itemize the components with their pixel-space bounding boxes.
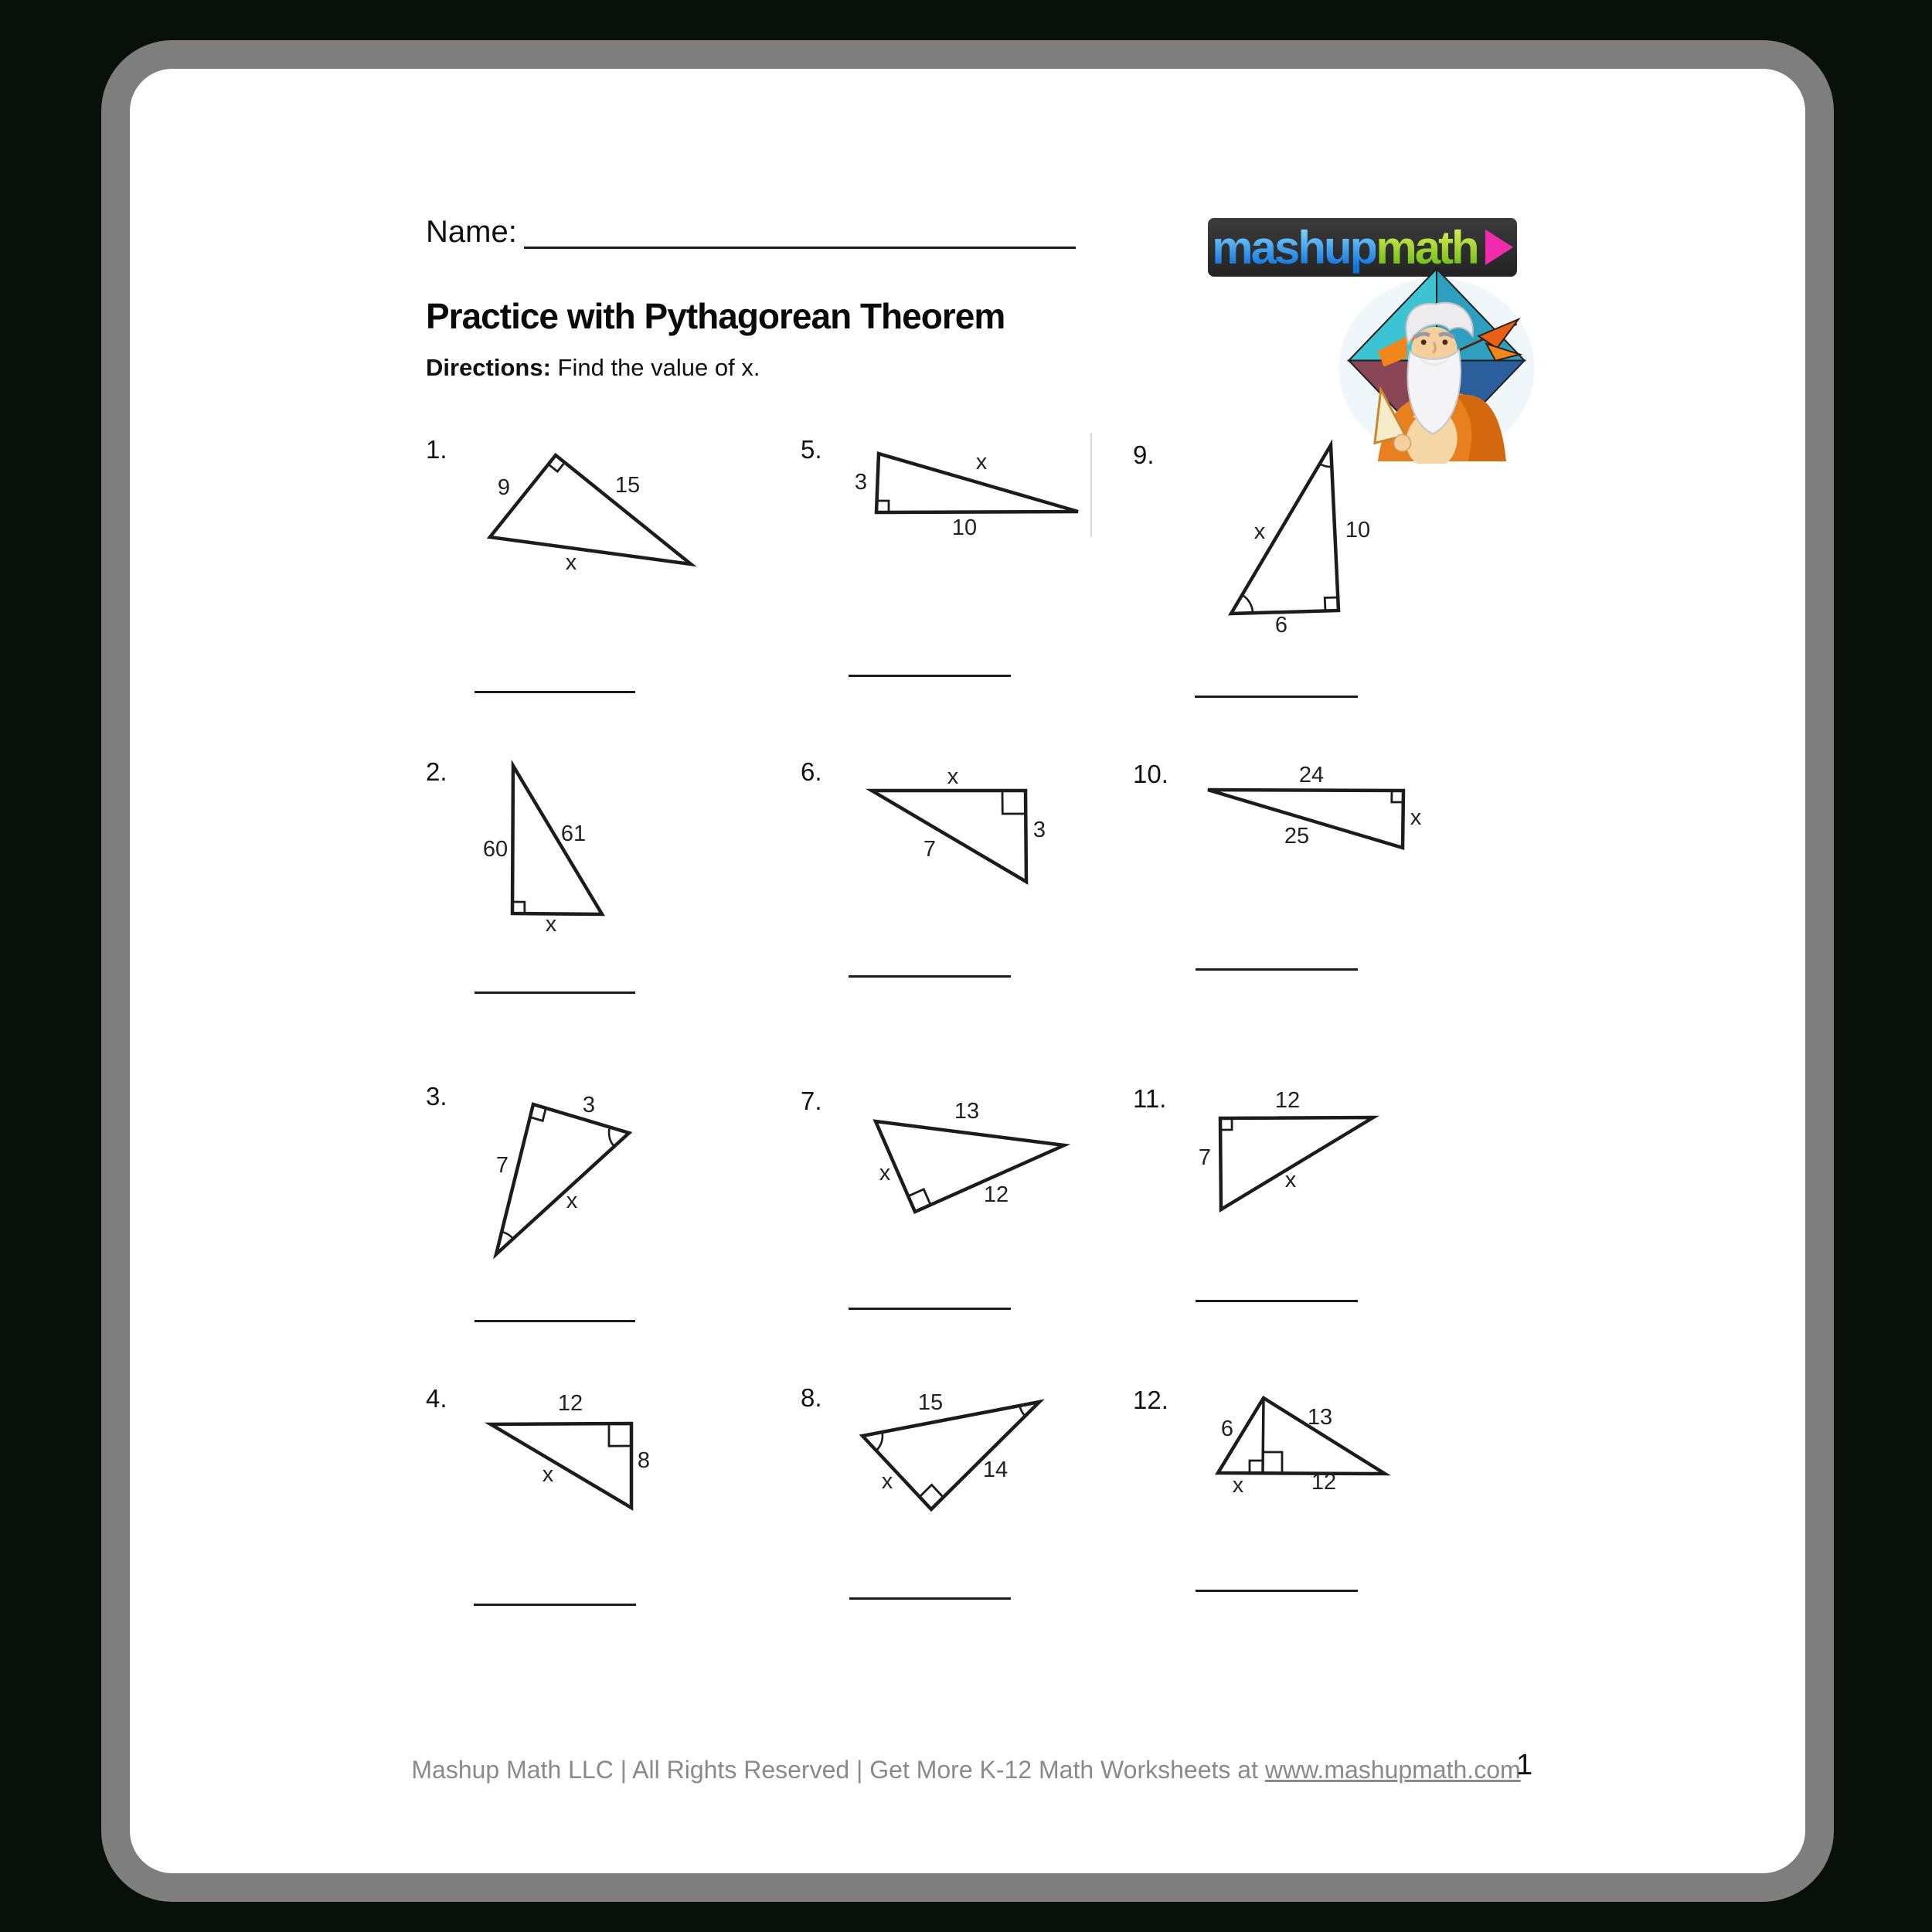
right-angle-marker	[920, 1485, 944, 1497]
footer-text	[325, 1756, 1607, 1784]
side-label: 60	[482, 837, 509, 862]
footer-link[interactable]: www.mashupmath.com	[1264, 1756, 1521, 1784]
problem-3-number: 3.	[426, 1082, 447, 1111]
side-label: 13	[954, 1099, 980, 1124]
problem-2-figure	[460, 753, 638, 935]
right-angle-marker	[1002, 791, 1026, 814]
name-label: Name:	[426, 215, 517, 249]
page-number: 1	[1516, 1749, 1533, 1781]
logo-wordmark-math: math	[1376, 221, 1478, 274]
side-label: x	[1232, 1473, 1244, 1498]
answer-line-3	[474, 1320, 635, 1322]
problem-6-figure	[835, 753, 1105, 900]
problem-9-number: 9.	[1133, 440, 1155, 469]
side-label: 12	[983, 1182, 1009, 1207]
problem-2-number: 2.	[426, 757, 447, 786]
problem-11-number: 11.	[1133, 1084, 1167, 1113]
right-angle-marker	[1263, 1452, 1282, 1474]
side-label: 9	[497, 475, 511, 500]
logo-wordmark-mashup: mashup	[1212, 221, 1376, 274]
answer-line-9	[1195, 696, 1358, 698]
problem-5-number: 5.	[801, 435, 822, 464]
angle-arc	[609, 1128, 614, 1147]
triangle-outline	[491, 1423, 631, 1508]
triangle-outline	[1220, 1117, 1373, 1209]
angle-arc	[876, 1432, 883, 1451]
answer-line-7	[849, 1308, 1011, 1310]
triangle-outline	[876, 1121, 1064, 1212]
triangle-outline	[490, 455, 691, 564]
side-label: 6	[1220, 1417, 1234, 1441]
answer-line-1	[474, 691, 635, 693]
side-label: x	[975, 450, 988, 474]
side-label: 15	[614, 473, 641, 498]
problem-5-figure	[835, 429, 1105, 545]
triangle-outline	[1218, 1398, 1385, 1474]
side-label: 7	[495, 1153, 509, 1178]
side-label: 12	[1274, 1088, 1301, 1113]
side-label: 12	[1311, 1470, 1337, 1495]
problem-4-number: 4.	[426, 1384, 447, 1413]
problem-1-figure	[448, 429, 719, 591]
side-label: 3	[854, 470, 868, 495]
problem-12-number: 12.	[1133, 1386, 1168, 1414]
side-label: x	[879, 1161, 891, 1185]
side-label: x	[1253, 519, 1266, 544]
problem-11-figure	[1182, 1070, 1437, 1240]
side-label: 3	[582, 1093, 596, 1117]
side-label: 24	[1298, 763, 1325, 787]
answer-line-5	[849, 675, 1011, 677]
side-label: 15	[917, 1390, 944, 1415]
page-title: Practice with Pythagorean Theorem	[426, 296, 1005, 336]
triangle-outline	[512, 766, 602, 914]
side-label: 13	[1307, 1405, 1333, 1430]
problem-3-figure	[460, 1070, 668, 1279]
problem-6-number: 6.	[801, 757, 822, 786]
problem-7-figure	[835, 1070, 1105, 1240]
play-triangle-icon	[1485, 230, 1513, 265]
side-label: x	[542, 1462, 554, 1487]
answer-line-10	[1196, 968, 1358, 971]
problem-1-number: 1.	[426, 435, 447, 464]
problem-10-number: 10.	[1133, 760, 1168, 788]
angle-arc	[502, 1232, 513, 1239]
right-angle-marker	[1392, 791, 1403, 802]
side-label: 10	[1345, 518, 1371, 543]
side-label: 7	[1198, 1145, 1212, 1170]
side-label: x	[1284, 1168, 1297, 1192]
side-label: 6	[1274, 613, 1288, 638]
altitude-line	[1263, 1398, 1264, 1473]
footer-copyright: Mashup Math LLC | All Rights Reserved | Get More K-12 Math Worksheets at	[411, 1756, 1265, 1784]
side-label: 10	[951, 515, 978, 540]
problem-12-figure	[1182, 1379, 1453, 1526]
directions	[426, 354, 760, 382]
side-label: 12	[557, 1391, 583, 1416]
problem-9-figure	[1198, 429, 1414, 645]
directions-label: Directions:	[426, 354, 551, 381]
triangle-outline	[1231, 445, 1338, 614]
problem-8-number: 8.	[801, 1383, 822, 1412]
answer-line-8	[849, 1597, 1011, 1600]
problem-8-figure	[835, 1379, 1105, 1565]
side-label: x	[545, 912, 557, 937]
angle-arc	[1242, 595, 1253, 613]
side-label: 7	[923, 837, 937, 862]
side-label: x	[566, 1189, 578, 1213]
name-underline	[524, 247, 1076, 249]
right-angle-marker	[609, 1423, 631, 1446]
answer-line-2	[474, 992, 635, 994]
side-label: x	[1410, 805, 1422, 830]
side-label: x	[565, 550, 577, 575]
side-label: 8	[637, 1448, 651, 1473]
answer-line-4	[474, 1604, 636, 1606]
side-label: 61	[560, 821, 587, 846]
angle-arc	[1020, 1406, 1026, 1416]
side-label: x	[881, 1469, 893, 1494]
right-angle-marker	[1250, 1461, 1263, 1473]
answer-line-11	[1196, 1300, 1358, 1302]
side-label: 3	[1032, 818, 1046, 842]
directions-text: Find the value of x.	[550, 354, 760, 381]
side-label: 25	[1284, 824, 1310, 849]
triangle-outline	[496, 1104, 629, 1254]
problem-7-number: 7.	[801, 1087, 822, 1115]
problem-10-figure	[1182, 753, 1437, 862]
side-label: x	[947, 764, 959, 789]
problem-4-figure	[460, 1379, 668, 1526]
side-label: 14	[982, 1458, 1009, 1482]
answer-line-12	[1196, 1590, 1358, 1592]
answer-line-6	[849, 975, 1011, 978]
